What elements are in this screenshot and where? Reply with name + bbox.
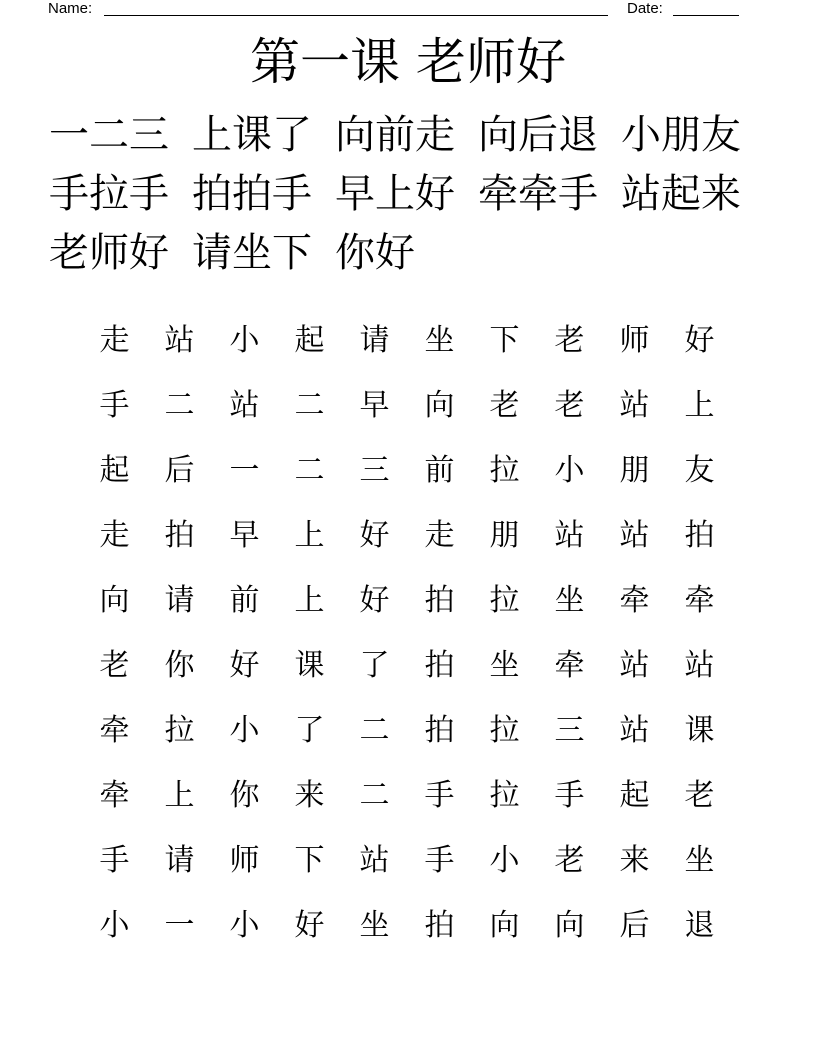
grid-character: 小 [229,908,260,943]
grid-character: 前 [229,583,260,618]
grid-row [82,373,742,438]
grid-character: 一 [229,453,260,488]
grid-character: 手 [99,388,130,423]
grid-character: 上 [294,518,325,553]
grid-character: 老 [99,648,130,683]
grid-character: 二 [294,388,325,423]
grid-character: 师 [229,843,260,878]
grid-character: 退 [684,908,715,943]
grid-character: 牵 [99,778,130,813]
grid-character: 站 [619,648,650,683]
grid-character: 拍 [424,648,455,683]
grid-character: 拍 [684,518,715,553]
phrase: 站起来 [621,171,741,217]
grid-character: 一 [164,908,195,943]
grid-character: 你 [164,648,195,683]
grid-row [82,893,742,958]
phrase: 手拉手 [49,171,169,217]
grid-character: 你 [229,778,260,813]
grid-character: 后 [164,453,195,488]
grid-character: 前 [424,453,455,488]
grid-character: 站 [619,518,650,553]
grid-character: 来 [294,778,325,813]
grid-character: 起 [294,323,325,358]
grid-character: 老 [684,778,715,813]
grid-character: 请 [164,583,195,618]
grid-character: 站 [684,648,715,683]
phrase: 向前走 [335,112,455,158]
grid-character: 小 [489,843,520,878]
grid-character: 拉 [164,713,195,748]
grid-character: 二 [294,453,325,488]
grid-character: 坐 [359,908,390,943]
grid-character: 后 [619,908,650,943]
grid-character: 站 [164,323,195,358]
grid-character: 站 [619,713,650,748]
grid-character: 走 [99,323,130,358]
grid-character: 拍 [424,908,455,943]
phrase: 老师好 [49,230,169,276]
grid-character: 早 [229,518,260,553]
grid-character: 拉 [489,583,520,618]
name-blank-line [104,15,608,16]
grid-character: 牵 [554,648,585,683]
grid-character: 老 [554,388,585,423]
grid-character: 拉 [489,453,520,488]
grid-character: 小 [229,323,260,358]
grid-character: 起 [99,453,130,488]
grid-character: 上 [294,583,325,618]
phrase: 请坐下 [192,230,312,276]
grid-character: 牵 [684,583,715,618]
grid-character: 三 [359,453,390,488]
grid-character: 请 [359,323,390,358]
grid-character: 好 [294,908,325,943]
grid-character: 老 [554,323,585,358]
grid-character: 上 [164,778,195,813]
phrase: 小朋友 [621,112,741,158]
grid-character: 拉 [489,778,520,813]
grid-character: 走 [424,518,455,553]
grid-character: 站 [359,843,390,878]
grid-row [82,503,742,568]
grid-character: 手 [99,843,130,878]
grid-character: 坐 [554,583,585,618]
grid-character: 了 [294,713,325,748]
grid-character: 来 [619,843,650,878]
page-title: 第一课 老师好 [250,33,566,91]
grid-character: 早 [359,388,390,423]
grid-row [82,633,742,698]
grid-character: 课 [294,648,325,683]
grid-character: 站 [229,388,260,423]
grid-character: 向 [489,908,520,943]
grid-character: 下 [294,843,325,878]
grid-character: 牵 [99,713,130,748]
phrase: 拍拍手 [192,171,312,217]
phrase: 向后退 [478,112,598,158]
grid-character: 坐 [684,843,715,878]
grid-character: 向 [554,908,585,943]
grid-character: 上 [684,388,715,423]
phrase: 早上好 [335,171,455,217]
grid-character: 拍 [424,713,455,748]
grid-character: 下 [489,323,520,358]
grid-character: 起 [619,778,650,813]
grid-character: 手 [424,843,455,878]
phrase-line [49,165,779,224]
grid-character: 小 [229,713,260,748]
grid-row [82,438,742,503]
grid-character: 坐 [424,323,455,358]
grid-character: 走 [99,518,130,553]
phrase: 牵牵手 [478,171,598,217]
phrase: 上课了 [192,112,312,158]
grid-character: 坐 [489,648,520,683]
phrase-list [49,106,779,283]
character-grid [82,308,742,958]
phrase: 一二三 [49,112,169,158]
grid-character: 小 [554,453,585,488]
grid-character: 二 [359,713,390,748]
grid-character: 向 [99,583,130,618]
grid-row [82,698,742,763]
grid-character: 老 [554,843,585,878]
grid-character: 好 [684,323,715,358]
grid-row [82,763,742,828]
date-blank-line [673,15,739,16]
grid-character: 小 [99,908,130,943]
grid-character: 手 [554,778,585,813]
grid-character: 了 [359,648,390,683]
grid-character: 师 [619,323,650,358]
grid-character: 二 [164,388,195,423]
grid-row [82,828,742,893]
grid-character: 请 [164,843,195,878]
grid-character: 老 [489,388,520,423]
grid-row [82,308,742,373]
name-label: Name: [48,0,93,17]
grid-character: 朋 [489,518,520,553]
grid-character: 站 [619,388,650,423]
grid-character: 三 [554,713,585,748]
header-row [48,0,748,20]
grid-character: 二 [359,778,390,813]
date-label: Date: [627,0,663,17]
grid-character: 好 [359,518,390,553]
grid-row [82,568,742,633]
phrase-line [49,106,779,165]
grid-character: 好 [229,648,260,683]
grid-character: 拍 [424,583,455,618]
grid-character: 拍 [164,518,195,553]
grid-character: 牵 [619,583,650,618]
grid-character: 好 [359,583,390,618]
grid-character: 朋 [619,453,650,488]
grid-character: 课 [684,713,715,748]
phrase: 你好 [335,230,415,276]
grid-character: 手 [424,778,455,813]
grid-character: 友 [684,453,715,488]
grid-character: 站 [554,518,585,553]
grid-character: 向 [424,388,455,423]
grid-character: 拉 [489,713,520,748]
phrase-line [49,224,779,283]
